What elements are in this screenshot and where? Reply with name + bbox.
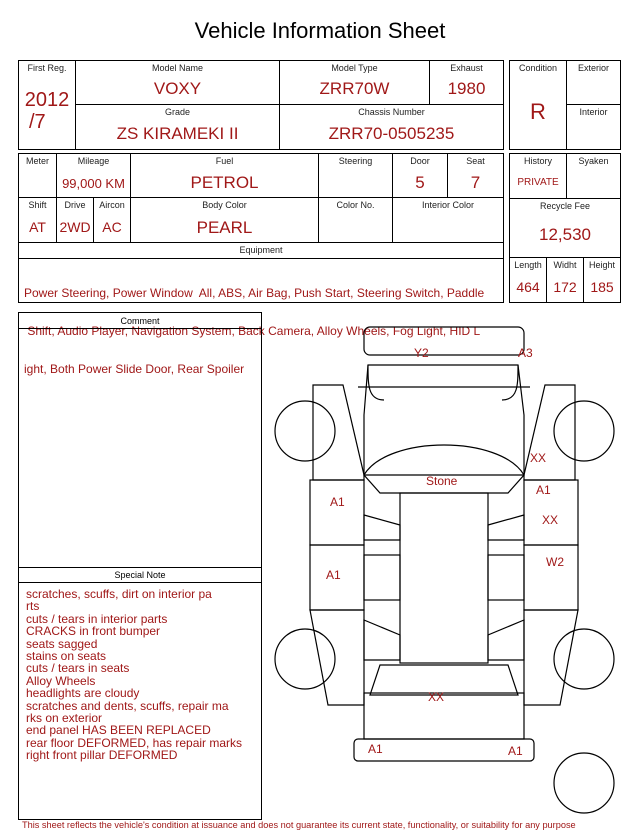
shift-cell bbox=[18, 197, 57, 243]
damage-mark: A3 bbox=[518, 346, 533, 360]
model-type-cell bbox=[279, 60, 430, 105]
recycle-fee-cell bbox=[509, 198, 621, 258]
special-note-item: right front pillar DEFORMED bbox=[26, 748, 178, 763]
condition-label: Condition bbox=[518, 63, 558, 73]
drive-value: 2WD bbox=[59, 219, 91, 235]
hood-shape bbox=[364, 365, 524, 475]
history-value: PRIVATE bbox=[517, 177, 559, 188]
seat-cell bbox=[447, 153, 504, 198]
exhaust-cell bbox=[429, 60, 504, 105]
first-reg-year: 2012 bbox=[24, 89, 70, 111]
damage-mark: A1 bbox=[326, 568, 341, 582]
grade-label: Grade bbox=[164, 107, 190, 117]
fuel-cell bbox=[130, 153, 319, 198]
length-value: 464 bbox=[516, 279, 540, 295]
width-label: Widht bbox=[553, 260, 577, 270]
body-color-label: Body Color bbox=[202, 200, 247, 210]
special-note-item: stains on seats bbox=[26, 649, 107, 664]
syaken-cell bbox=[566, 153, 621, 199]
damage-mark: A1 bbox=[508, 744, 523, 758]
syaken-label: Syaken bbox=[578, 156, 609, 166]
equipment-line: Power Steering, Power Window All, ABS, Air Bag, Push Start, Steering Switch, Paddle bbox=[24, 286, 485, 301]
interior-color-label: Interior Color bbox=[421, 200, 475, 210]
color-no-label: Color No. bbox=[336, 200, 375, 210]
interior-label: Interior bbox=[579, 107, 608, 117]
chassis-value: ZRR70-0505235 bbox=[328, 124, 455, 143]
comment-label: Comment bbox=[19, 313, 261, 329]
special-note-item: Alloy Wheels bbox=[26, 673, 96, 688]
mileage-value: 99,000 KM bbox=[62, 176, 125, 191]
spare-wheel-shape bbox=[554, 753, 614, 813]
steering-cell bbox=[318, 153, 393, 198]
height-value: 185 bbox=[590, 279, 614, 295]
roof-shape bbox=[400, 493, 488, 663]
special-note-item: rts bbox=[26, 599, 40, 614]
damage-mark: W2 bbox=[546, 555, 564, 569]
front-left-wheel-shape bbox=[275, 401, 335, 461]
special-note-item: end panel HAS BEEN REPLACED bbox=[26, 723, 211, 738]
fuel-label: Fuel bbox=[215, 156, 234, 166]
shift-value: AT bbox=[29, 219, 46, 235]
recycle-fee-label: Recycle Fee bbox=[539, 201, 591, 211]
model-type-value: ZRR70W bbox=[319, 79, 390, 98]
special-note-item: headlights are cloudy bbox=[26, 686, 140, 701]
special-note-item: scratches and dents, scuffs, repair ma bbox=[26, 698, 229, 713]
aircon-cell bbox=[93, 197, 131, 243]
exhaust-value: 1980 bbox=[447, 79, 486, 98]
history-cell bbox=[509, 153, 567, 199]
special-note-label: Special Note bbox=[19, 567, 261, 583]
sheet-title: Vehicle Information Sheet bbox=[194, 18, 446, 43]
model-name-value: VOXY bbox=[153, 79, 202, 98]
disclaimer-footer: This sheet reflects the vehicle's condition at issuance and does not guarantee its current state, functionality, or suitability for any purpose bbox=[22, 820, 576, 830]
equipment-line: ight, Both Power Slide Door, Rear Spoiler bbox=[24, 361, 245, 376]
meter-cell bbox=[18, 153, 57, 198]
length-label: Length bbox=[514, 260, 542, 270]
chassis-cell bbox=[279, 104, 504, 150]
equipment-label: Equipment bbox=[19, 243, 503, 259]
first-reg-cell bbox=[18, 60, 76, 150]
left-front-door-shape bbox=[310, 480, 364, 545]
mileage-label: Mileage bbox=[77, 156, 110, 166]
car-damage-diagram bbox=[268, 315, 628, 820]
aircon-value: AC bbox=[102, 219, 122, 235]
fuel-value: PETROL bbox=[190, 173, 259, 192]
equipment-line: Shift, Audio Player, Navigation System, Back Camera, Alloy Wheels, Fog Light, HID L bbox=[24, 323, 481, 338]
recycle-fee-value: 12,530 bbox=[539, 225, 591, 244]
front-bumper-shape bbox=[364, 327, 524, 355]
grade-cell bbox=[75, 104, 280, 150]
grade-value: ZS KIRAMEKI II bbox=[116, 124, 239, 143]
body-color-value: PEARL bbox=[196, 218, 253, 237]
damage-mark: A1 bbox=[536, 483, 551, 497]
damage-mark: A1 bbox=[368, 742, 383, 756]
damage-mark: XX bbox=[530, 451, 547, 465]
door-value: 5 bbox=[415, 173, 425, 192]
aircon-label: Aircon bbox=[99, 200, 125, 210]
damage-mark: Stone bbox=[426, 474, 458, 488]
model-name-cell bbox=[75, 60, 280, 105]
front-right-wheel-shape bbox=[554, 401, 614, 461]
condition-value: R bbox=[530, 99, 546, 124]
damage-mark: XX bbox=[428, 690, 445, 704]
model-name-label: Model Name bbox=[151, 63, 204, 73]
comment-panel bbox=[18, 312, 262, 820]
seat-value: 7 bbox=[470, 173, 481, 192]
first-reg-month: /7 bbox=[29, 111, 46, 133]
left-rear-quarter-shape bbox=[310, 610, 364, 705]
model-type-label: Model Type bbox=[331, 63, 378, 73]
special-note-item: cuts / tears in seats bbox=[26, 661, 130, 676]
length-cell bbox=[509, 257, 547, 303]
damage-mark: A1 bbox=[330, 495, 345, 509]
special-note-item: seats sagged bbox=[26, 636, 98, 651]
height-cell bbox=[583, 257, 621, 303]
left-front-fender-shape bbox=[313, 385, 364, 480]
special-note-item: rks on exterior bbox=[26, 711, 103, 726]
special-note-item: cuts / tears in interior parts bbox=[26, 611, 168, 626]
rear-right-wheel-shape bbox=[554, 629, 614, 689]
door-cell bbox=[392, 153, 448, 198]
right-front-fender-shape bbox=[524, 385, 575, 480]
condition-cell bbox=[509, 60, 567, 150]
special-note-list bbox=[26, 588, 242, 762]
mileage-cell bbox=[56, 153, 131, 198]
special-note-item: rear floor DEFORMED, has repair marks bbox=[26, 735, 243, 750]
color-no-cell bbox=[318, 197, 393, 243]
exterior-label: Exterior bbox=[577, 63, 609, 73]
door-label: Door bbox=[410, 156, 430, 166]
steering-label: Steering bbox=[338, 156, 373, 166]
drive-cell bbox=[56, 197, 94, 243]
first-reg-label: First Reg. bbox=[27, 63, 67, 73]
right-rear-quarter-shape bbox=[524, 610, 578, 705]
damage-mark: Y2 bbox=[414, 346, 429, 360]
width-value: 172 bbox=[553, 279, 577, 295]
special-note-item: CRACKS in front bumper bbox=[26, 624, 161, 639]
width-cell bbox=[546, 257, 584, 303]
height-label: Height bbox=[588, 260, 615, 270]
damage-mark: XX bbox=[542, 513, 559, 527]
interior-cell bbox=[566, 104, 621, 150]
drive-label: Drive bbox=[64, 200, 86, 210]
body-color-cell bbox=[130, 197, 319, 243]
rear-left-wheel-shape bbox=[275, 629, 335, 689]
shift-label: Shift bbox=[28, 200, 47, 210]
special-note-item: scratches, scuffs, dirt on interior pa bbox=[26, 587, 212, 601]
chassis-label: Chassis Number bbox=[358, 107, 425, 117]
meter-label: Meter bbox=[25, 156, 49, 166]
seat-label: Seat bbox=[466, 156, 485, 166]
exterior-cell bbox=[566, 60, 621, 105]
exhaust-label: Exhaust bbox=[450, 63, 483, 73]
history-label: History bbox=[523, 156, 552, 166]
interior-color-cell bbox=[392, 197, 504, 243]
